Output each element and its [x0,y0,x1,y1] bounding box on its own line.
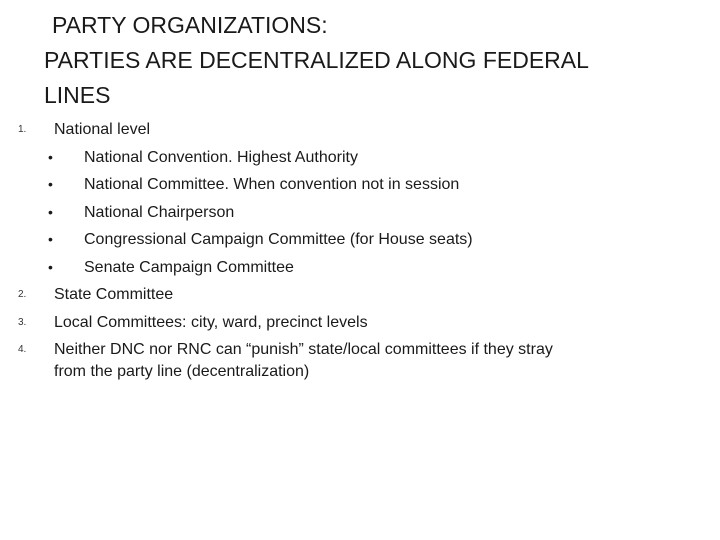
title-line-2: PARTIES ARE DECENTRALIZED ALONG FEDERAL [44,47,589,73]
bullet-text: Congressional Campaign Committee (for House seats) [84,231,473,248]
title-line-1: PARTY ORGANIZATIONS: [52,12,328,38]
bullet-icon: • [48,176,53,192]
bullet-item [0,171,720,199]
list-item-3 [0,309,720,337]
bullet-item [0,226,720,254]
item-text: National level [54,121,151,138]
item-number: 4. [18,344,27,355]
bullet-text: National Chairperson [84,203,235,221]
bullet-item [0,144,720,172]
bullet-item [0,254,720,282]
bullet-text: National Convention. Highest Authority [84,148,358,166]
item-text: Neither DNC nor RNC can “punish” state/local committees if they stray from the party line (decentralization) [54,341,553,380]
item-number: 1. [18,124,27,135]
bullet-icon: • [48,148,53,165]
list-item-4 [0,336,720,383]
bullet-text: National Committee. When convention not in session [84,176,460,193]
bullet-icon: • [48,258,53,275]
title-line-3: LINES [44,82,111,108]
bullet-icon: • [48,231,53,247]
numbered-list [0,116,720,383]
bullet-text: Senate Campaign Committee [84,258,294,276]
item-text: State Committee [54,286,174,303]
slide-title [44,8,664,113]
item-text: Local Committees: city, ward, precinct levels [54,313,368,331]
item-number: 3. [18,316,27,328]
item-number: 2. [18,289,27,300]
list-item-1 [0,116,720,144]
list-item-2 [0,281,720,309]
bullet-item [0,199,720,227]
bullet-icon: • [48,203,53,220]
